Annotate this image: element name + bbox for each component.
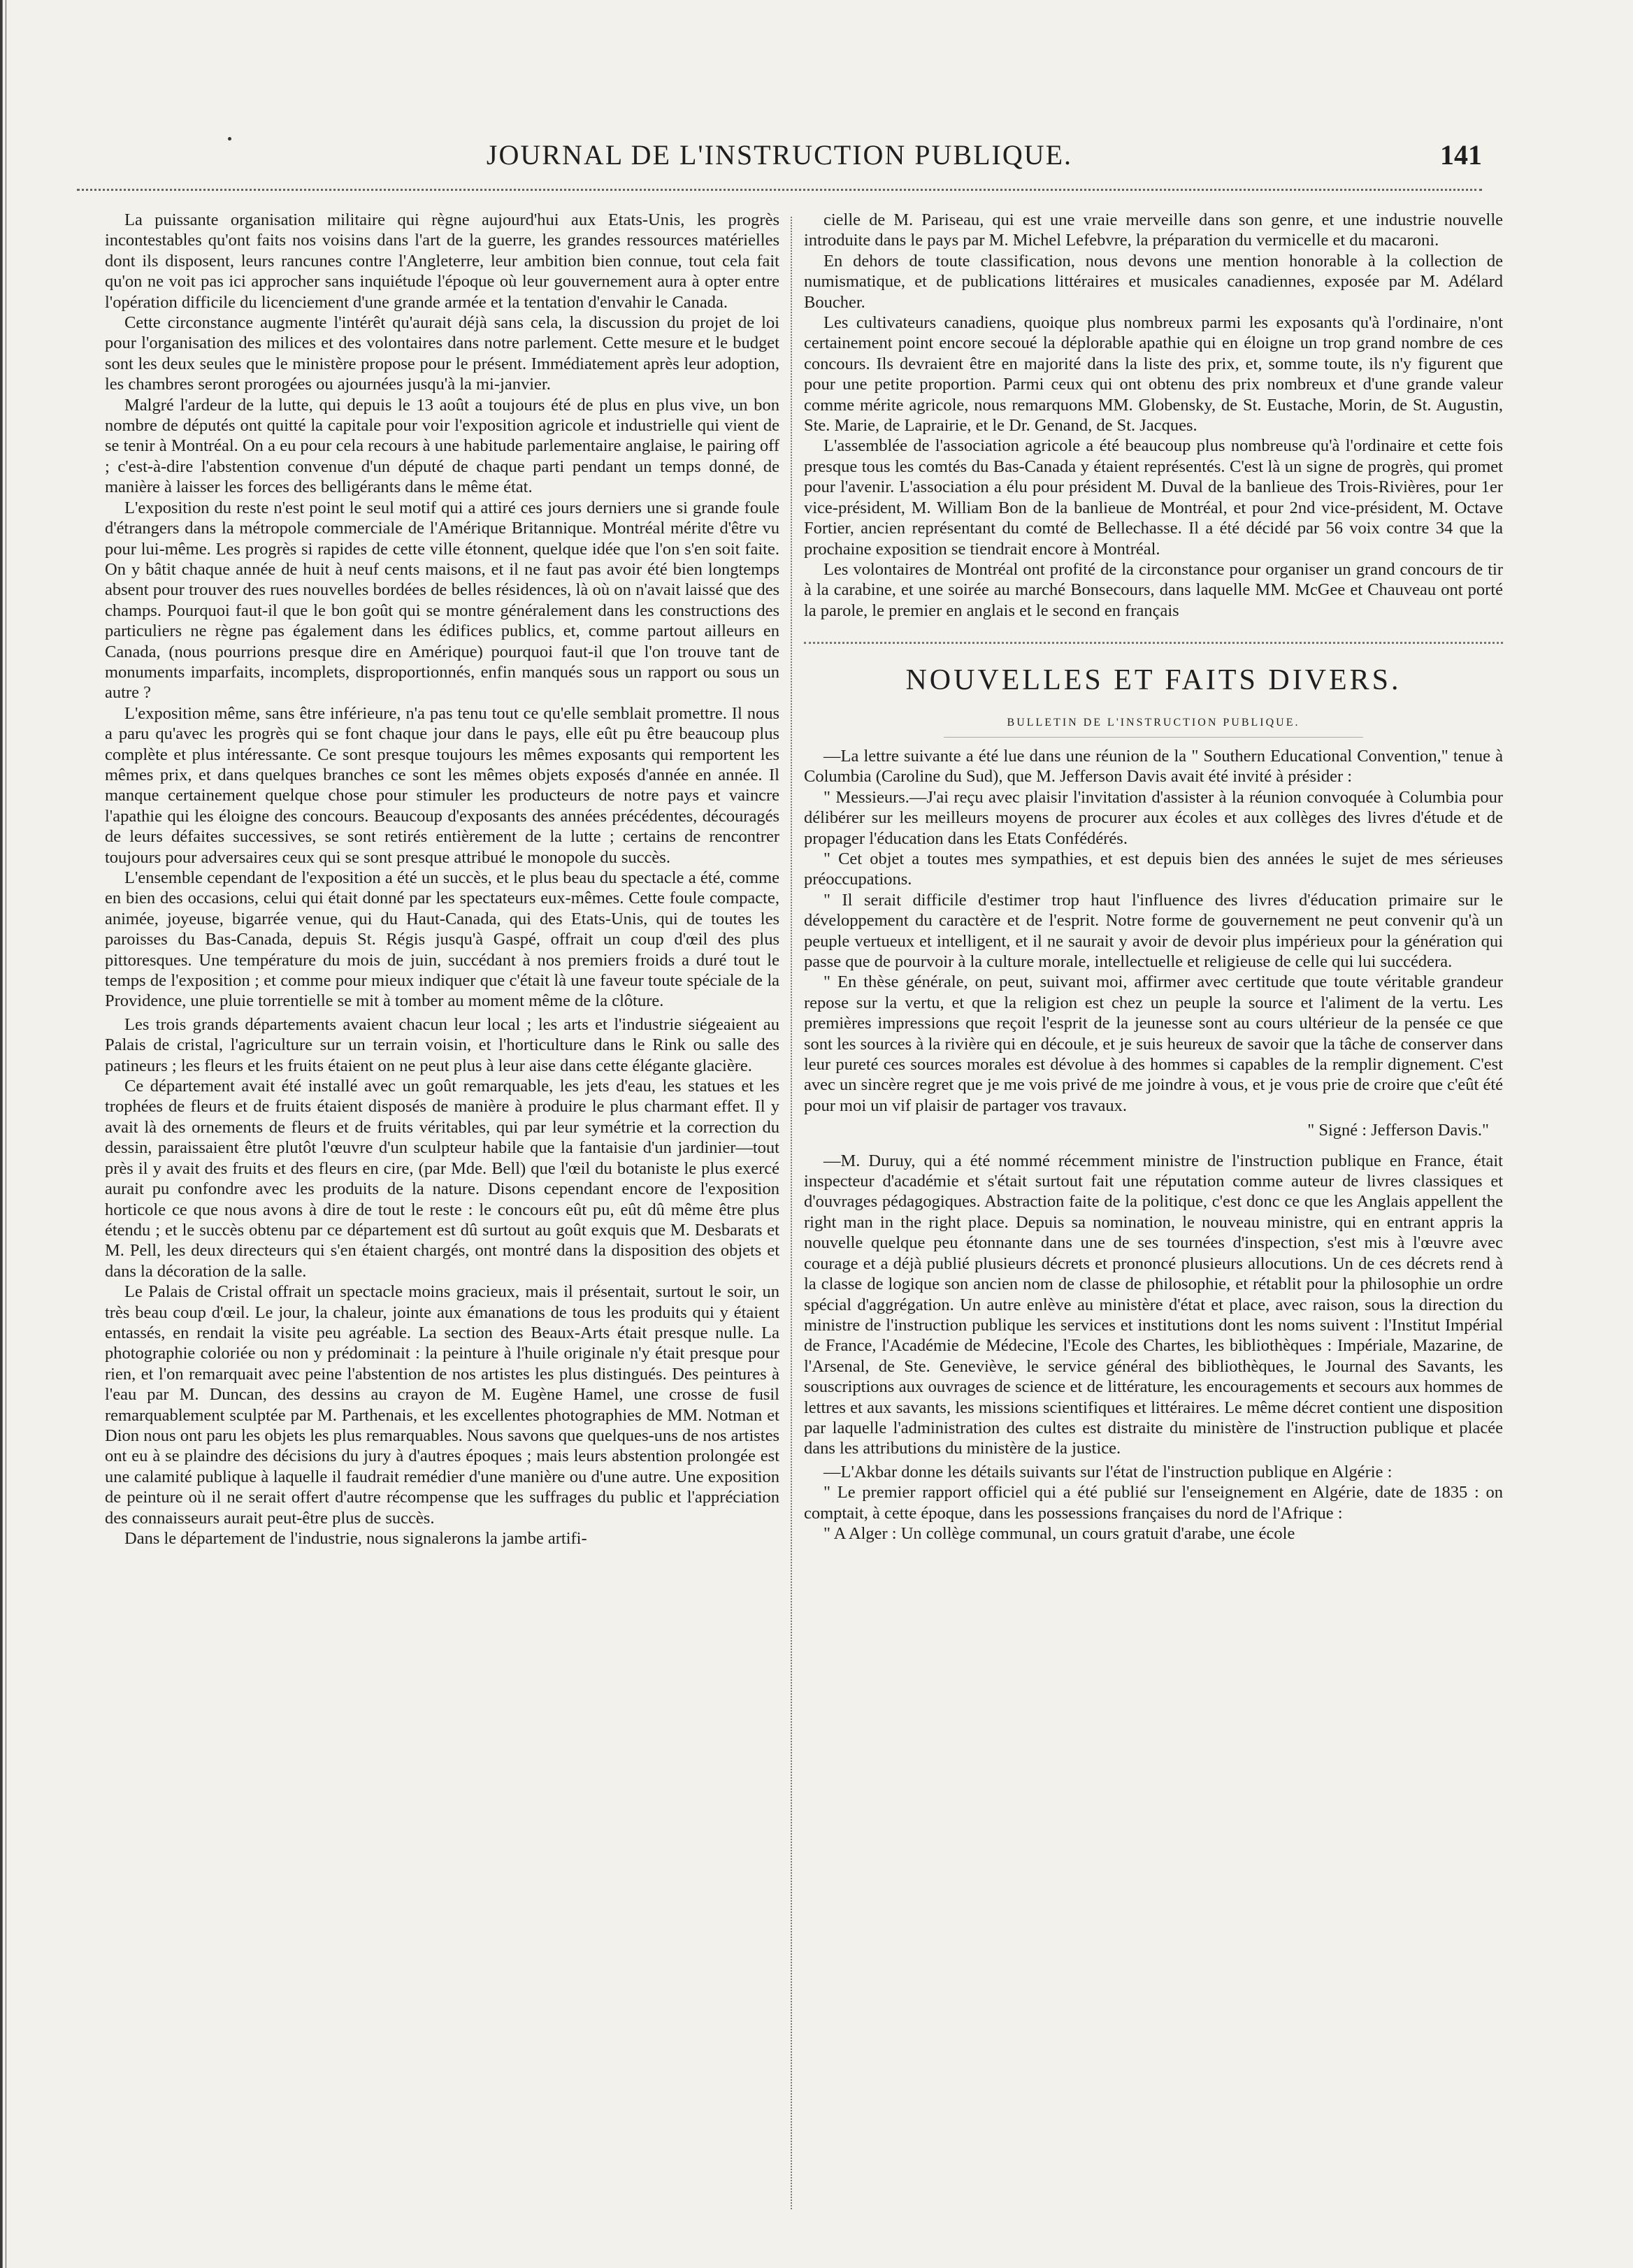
paragraph: cielle de M. Pariseau, qui est une vraie merveille dans son genre, et une industrie nouvelle introduite dans le pays par M. Michel Lefebvre, la préparation du vermicelle et du macaroni. <box>804 210 1503 250</box>
signature: " Signé : Jefferson Davis." <box>1307 1121 1489 1140</box>
paragraph: Les volontaires de Montréal ont profité de la circonstance pour organiser un grand concours de tir à la carabine, et une soirée au marché Bonsecours, dans laquelle MM. McGee et Chauveau ont porté la parole, le premier en anglais et le second en français <box>804 559 1503 620</box>
paragraph: L'ensemble cependant de l'exposition a été un succès, et le plus beau du spectacle a été, comme en bien des occasions, celui qui était donné par les spectateurs eux-mêmes. Cette foule compacte, animée, joyeuse, bigarrée venue, qui du Haut-Canada, qui des Etats-Unis, qui de toutes les paroisses du Bas-Canada, depuis St. Régis jusqu'à Gaspé, offrait un coup d'œil des plus pittoresques. Une température du mois de juin, succédant à nos premiers froids a duré tout le temps de l'exposition ; et comme pour mieux indiquer que c'était là une faveur toute spéciale de la Providence, une pluie torrentielle se mit à tomber au moment même de la clôture. <box>105 868 779 1011</box>
paragraph: " Messieurs.—J'ai reçu avec plaisir l'invitation d'assister à la réunion convoquée à Columbia pour délibérer sur les meilleurs moyens de procurer aux écoles et aux collèges des livres d'étude et de propager l'éducation dans les Etats Confédérés. <box>804 787 1503 848</box>
paragraph: Les cultivateurs canadiens, quoique plus nombreux parmi les exposants qu'à l'ordinaire, n'ont certainement point encore secoué la déplorable apathie qui en éloigne un trop grand nombre de ces concours. Ils devraient être en majorité dans la liste des prix, et, somme toute, ils n'y figurent que pour une petite proportion. Parmi ceux qui ont obtenu des prix nombreux et d'une grande valeur comme mérite agricole, nous remarquons MM. Globensky, de St. Eustache, Morin, de St. Augustin, Ste. Marie, de Laprairie, et le Dr. Genand, de St. Jacques. <box>804 313 1503 436</box>
paragraph: Les trois grands départements avaient chacun leur local ; les arts et l'industrie siégeaient au Palais de cristal, l'agriculture sur un terrain voisin, et l'horticulture dans le Rink ou salle des patineurs ; les fleurs et les fruits étaient on ne peut plus à leur aise dans cette élégante glacière. <box>105 1014 779 1075</box>
paragraph: —L'Akbar donne les détails suivants sur l'état de l'instruction publique en Algérie : <box>823 1462 1393 1481</box>
section-subtitle: BULLETIN DE L'INSTRUCTION PUBLIQUE. <box>944 712 1363 738</box>
paragraph: " Le premier rapport officiel qui a été publié sur l'enseignement en Algérie, date de 1835 : on comptait, à cette époque, dans les possessions françaises du nord de l'Afrique : <box>804 1483 1503 1523</box>
section-title: NOUVELLES ET FAITS DIVERS. <box>905 664 1402 697</box>
paragraph: " A Alger : Un collège communal, un cours gratuit d'arabe, une école <box>823 1523 1295 1543</box>
paragraph: L'exposition même, sans être inférieure, n'a pas tenu tout ce qu'elle semblait promettre. Il nous a paru qu'avec les progrès qui se font chaque jour dans le pays, elle eût pu être beaucoup plus complète et plus intéressante. Ce sont presque toujours les mêmes exposants qui remportent les mêmes prix, et dans quelques branches ce sont les mêmes objets exposés d'année en année. Il manque certainement quelque chose pour stimuler les producteurs de notre pays et vaincre l'apathie qui les éloigne des concours. Beaucoup d'exposants des années précédentes, découragés de leurs défaites successives, se sont retirés entièrement de la lutte ; certains de rencontrer toujours pour adversaires ceux qui se sont presque attribué le monopole du succès. <box>105 703 779 867</box>
section-rule <box>804 642 1503 644</box>
paragraph: Ce département avait été installé avec un goût remarquable, les jets d'eau, les statues et les trophées de fleurs et de fruits étaient disposés de manière à produire le plus charmant effet. Il y avait là des ornements de fleurs et de fruits véritables, qui par leur symétrie et la correction du dessin, paraissaient être plutôt l'œuvre d'un sculpteur habile que la fantaisie d'un jardinier—tout près il y avait des fruits et des fleurs en cire, (par Mde. Bell) que l'œil du botaniste le plus exercé aurait pu confondre avec les produits de la nature. Disons cependant encore de l'exposition horticole ce que nous avons à dire de tout le reste : le concours eût pu, eût dû même être plus étendu ; et le succès obtenu par ce département est dû surtout au goût exquis que M. Desbarats et M. Pell, les deux directeurs qui s'en étaient chargés, ont montré dans la disposition des objets et dans la décoration de la salle. <box>105 1077 779 1281</box>
paragraph: L'assemblée de l'association agricole a été beaucoup plus nombreuse qu'à l'ordinaire et cette fois presque tous les comtés du Bas-Canada y étaient représentés. C'est là un signe de progrès, qui promet pour l'avenir. L'association a élu pour président M. Duval de la banlieue des Trois-Rivières, pour 1er vice-président, M. William Bon de la banlieue de Montréal, et pour 2nd vice-président, M. Octave Fortier, ancien représentant du comté de Bellechasse. Il a été décidé par 56 voix contre 34 que la prochaine exposition se tiendrait encore à Montréal. <box>804 436 1503 559</box>
running-title: JOURNAL DE L'INSTRUCTION PUBLIQUE. <box>486 139 1073 171</box>
paragraph: Le Palais de Cristal offrait un spectacle moins gracieux, mais il présentait, surtout le soir, un très beau coup d'œil. Le jour, la chaleur, jointe aux émanations de tous les produits qui y étaient entassés, en rendait la visite peu agréable. La section des Beaux-Arts était presque nulle. La photographie coloriée ou non y prédominait : la peinture à l'huile originale n'y était presque pour rien, et l'on remarquait avec peine l'abstention de nos artistes les plus distingués. Des peintures à l'eau par M. Duncan, des dessins au crayon de M. Eugène Hamel, une crosse de fusil remarquablement sculptée par M. Parthenais, et les excellentes photographies de MM. Notman et Dion nous ont paru les objets les plus remarquables. Nous savons que quelques-uns de nos artistes ont eu à se plaindre des décisions du jury à d'autres époques ; mais leurs abstention prolongée est une calamité publique à laquelle il faudrait remédier d'une manière ou d'une autre. Une exposition de peinture où il ne serait offert d'autre récompense que les suffrages du public et l'appréciation des connaisseurs aurait peut-être plus de succès. <box>105 1282 779 1528</box>
page-number: 141 <box>1440 139 1482 171</box>
paragraph: —M. Duruy, qui a été nommé récemment ministre de l'instruction publique en France, était inspecteur d'académie et s'était surtout fait une réputation comme auteur de livres classiques et d'ouvrages pédagogiques. Abstraction faite de la politique, c'est donc ce que les Anglais appellent the right man in the right place. Depuis sa nomination, le nouveau ministre, qui en entrant appris la nouvelle quelque peu étonnante dans une de ses tournées d'inspection, s'est mis à l'œuvre avec courage et a déjà publié plusieurs décrets et prononcé plusieurs allocutions. Un de ces décrets rend à la classe de logique son ancien nom de classe de philosophie, et rétablit pour la philosophie un ordre spécial d'aggrégation. Un autre enlève au ministère d'état et place, avec raison, sous la direction du ministre de l'instruction publique les services et institutions dont les noms suivent : l'Institut Impérial de France, l'Académie de Médecine, l'Ecole des Chartes, les bibliothèques : Impériale, Mazarine, de l'Arsenal, de Ste. Geneviève, le service général des bibliothèques, le Journal des Savants, les souscriptions aux ouvrages de science et de littérature, les encouragements et secours aux hommes de lettres et aux savants, les missions scientifiques et littéraires. Le même décret contient une disposition par laquelle l'administration des cultes est distraite du ministère de l'instruction publique et placée dans les attributions du ministère de la justice. <box>804 1151 1503 1458</box>
paragraph: Dans le département de l'industrie, nous signalerons la jambe artifi- <box>124 1529 587 1548</box>
header-rule <box>77 189 1482 191</box>
paragraph: " Cet objet a toutes mes sympathies, et est depuis bien des années le sujet de mes sérieuses préoccupations. <box>804 849 1503 889</box>
column-divider <box>791 217 792 2209</box>
paragraph: En dehors de toute classification, nous devons une mention honorable à la collection de numismatique, et de publications littéraires et musicales canadiennes, exposée par M. Adélard Boucher. <box>804 251 1503 312</box>
paragraph: Malgré l'ardeur de la lutte, qui depuis le 13 août a toujours été de plus en plus vive, un bon nombre de députés ont quitté la capitale pour voir l'exposition agricole et industrielle qui vient de se tenir à Montréal. On a eu pour cela recours à une habitude parlementaire anglaise, le pairing off ; c'est-à-dire l'abstention convenue d'un député de chaque parti pendant un temps donné, de manière à laisser les forces des belligérants dans le même état. <box>105 395 779 497</box>
paragraph: La puissante organisation militaire qui règne aujourd'hui aux Etats-Unis, les progrès incontestables qu'ont faits nos voisins dans l'art de la guerre, les grandes ressources matérielles dont ils disposent, leurs rancunes contre l'Angleterre, leur ambition bien connue, tout cela fait qu'on ne voit pas ici approcher sans inquiétude l'époque où leur gouvernement aura à opter entre l'opération difficile du licenciement d'une grande armée et la tentation d'envahir le Canada. <box>105 210 779 312</box>
page-header <box>77 138 1482 180</box>
paragraph: —La lettre suivante a été lue dans une réunion de la " Southern Educational Convention," tenue à Columbia (Caroline du Sud), que M. Jefferson Davis avait été invité à présider : <box>804 746 1503 787</box>
page-binding-edge <box>0 0 8 2268</box>
right-column <box>804 210 1503 2237</box>
paragraph: " Il serait difficile d'estimer trop haut l'influence des livres d'éducation primaire sur le développement du caractère et de l'esprit. Notre forme de gouvernement ne peut convenir qu'à un peuple vertueux et intelligent, et il ne saurait y avoir de devoir plus impérieux pour la génération qui passe que de pourvoir à la culture morale, intellectuelle et religieuse de celle qui lui succédera. <box>804 890 1503 971</box>
paragraph: " En thèse générale, on peut, suivant moi, affirmer avec certitude que toute véritable grandeur repose sur la vertu, et que la religion est chez un peuple la source et l'aliment de la vertu. Les premières impressions que reçoit l'esprit de la jeunesse sont au cours ultérieur de la pensée ce que sont les sources à la rivière qui en découle, et je suis heureux de savoir que la tâche de conserver dans leur pureté ces sources morales est dévolue à des hommes si capables de la remplir dignement. C'est avec un sincère regret que je me vois privé de me joindre à vous, et je vous prie de croire que c'eût été pour moi un vif plaisir de partager vos travaux. <box>804 972 1503 1115</box>
left-column <box>105 210 779 2237</box>
paragraph: Cette circonstance augmente l'intérêt qu'aurait déjà sans cela, la discussion du projet de loi pour l'organisation des milices et des volontaires dans notre parlement. Cette mesure et le budget sont les deux seules que le ministère propose pour le présent. Immédiatement après leur adoption, les chambres seront prorogées ou ajournées jusqu'à la mi-janvier. <box>105 313 779 394</box>
paragraph: L'exposition du reste n'est point le seul motif qui a attiré ces jours derniers une si grande foule d'étrangers dans la métropole commerciale de l'Amérique Britannique. Montréal mérite d'être vu pour lui-même. Les progrès si rapides de cette ville étonnent, quelque idée que l'on s'en soit faite. On y bâtit chaque année de huit à neuf cents maisons, et il ne faut pas avoir été bien longtemps absent pour trouver des rues nouvelles bordées de belles résidences, là où on n'avait laissé que des champs. Pourquoi faut-il que le bon goût qui se montre généralement dans les constructions des particuliers ne règne pas également dans les édifices publics, et, comme partout ailleurs en Canada, (nous pourrions presque dire en Amérique) pourquoi faut-il que l'on trouve tant de monuments imparfaits, incomplets, disproportionnés, enfin manqués sous un rapport ou sous un autre ? <box>105 498 779 703</box>
